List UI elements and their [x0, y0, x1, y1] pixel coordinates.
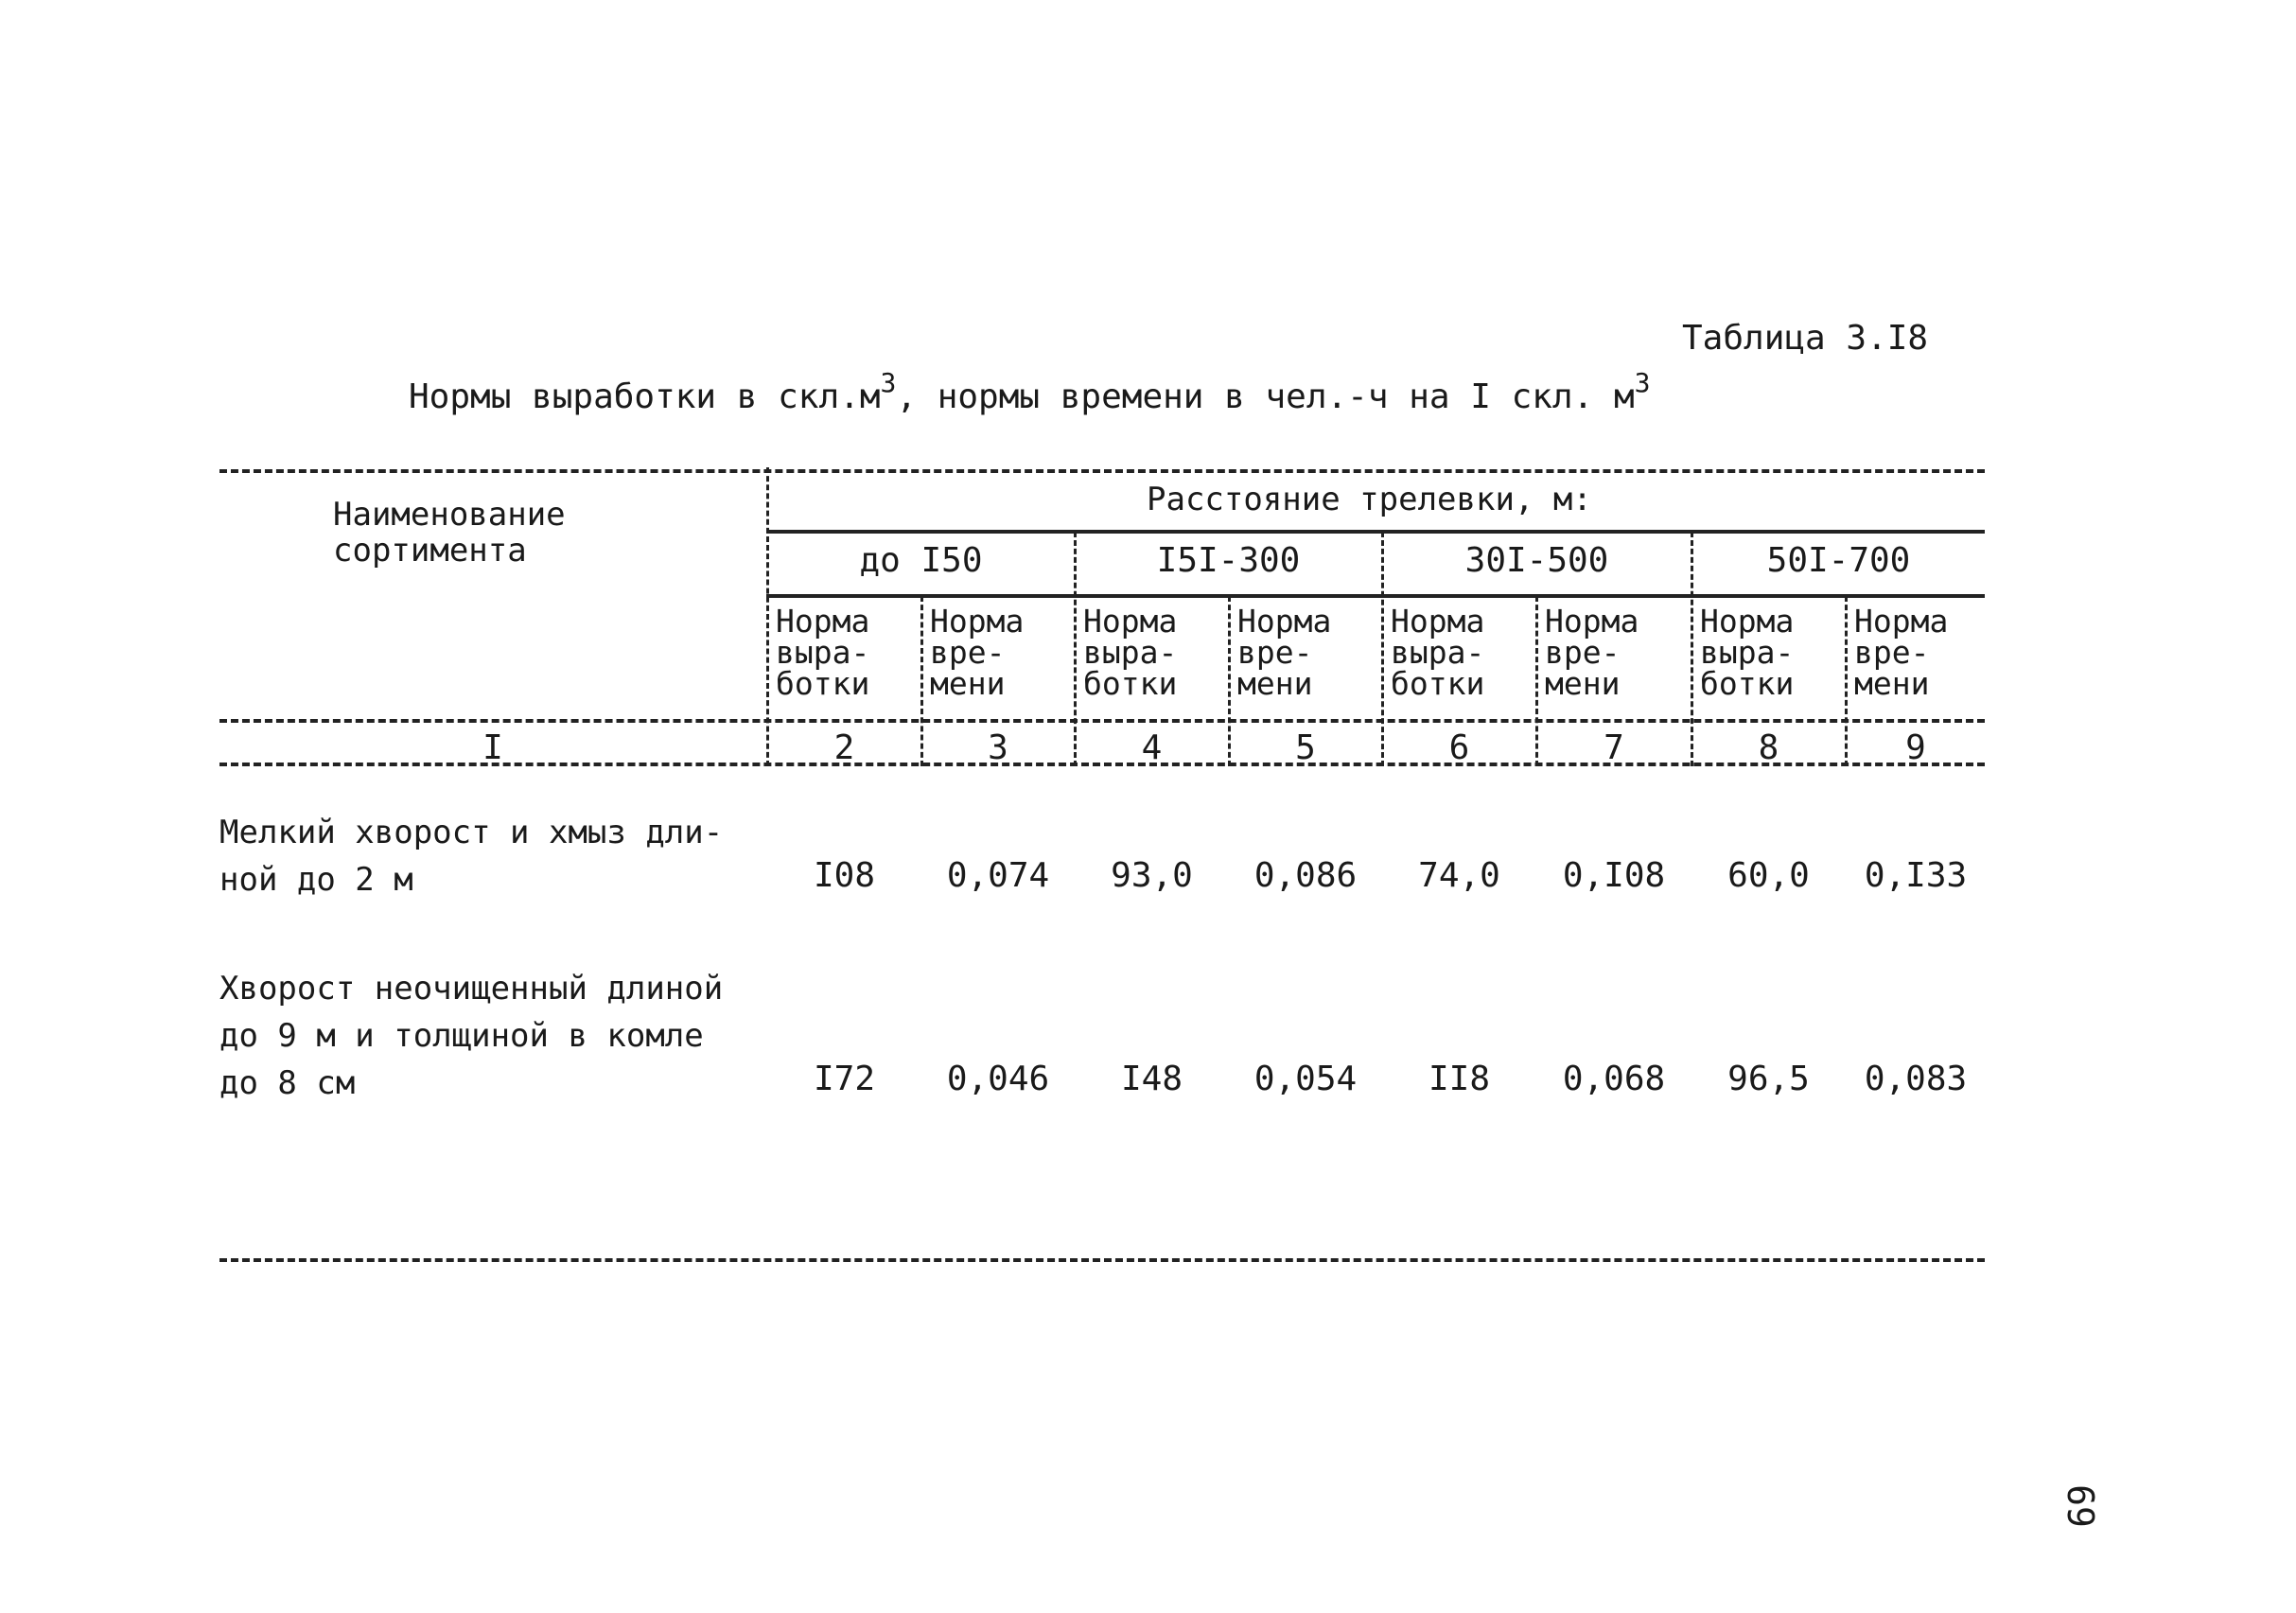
table-cell: I72	[813, 1060, 876, 1098]
table-cell: II8	[1428, 1060, 1491, 1098]
column-number: 8	[1758, 728, 1779, 767]
table-cell: 96,5	[1727, 1060, 1810, 1098]
group-header-2: I5I-300	[1156, 541, 1301, 580]
header-distance: Расстояние трелевки, м:	[1147, 481, 1592, 518]
column-divider	[766, 467, 769, 766]
table-cell: 0,083	[1864, 1060, 1968, 1098]
header-bottom-rule	[219, 719, 1985, 723]
subheader-output: Норма выра- ботки	[776, 603, 870, 702]
table-cell: 60,0	[1727, 856, 1810, 895]
group-header-4: 50I-700	[1766, 541, 1911, 580]
table-cell: 0,086	[1253, 856, 1358, 895]
table-cell: 0,I08	[1562, 856, 1666, 895]
column-number: 3	[988, 728, 1008, 767]
table-cell: 0,068	[1562, 1060, 1666, 1098]
group-header-1: до I50	[859, 541, 983, 580]
subheader-output: Норма выра- ботки	[1391, 603, 1485, 702]
column-number: I	[482, 728, 503, 767]
distance-rule	[766, 530, 1985, 534]
table-cell: 0,I33	[1864, 856, 1968, 895]
table-title: Нормы выработки в $скл.м^3$, нормы времени в чел.-ч на I скл. $м^3$	[409, 367, 1651, 416]
table-label: Таблица 3.I8	[1682, 319, 1929, 358]
row-name: Мелкий хворост и хмыз дли- ной до 2 м	[219, 814, 724, 899]
table-cell: 74,0	[1418, 856, 1500, 895]
header-name-column: Наименование сортимента	[333, 496, 566, 570]
page-number: 69	[2059, 1484, 2101, 1528]
subheader-time: Норма вре- мени	[1854, 603, 1949, 702]
table-top-rule	[219, 469, 1985, 473]
table-cell: I48	[1120, 1060, 1183, 1098]
group-header-3: 30I-500	[1464, 541, 1609, 580]
table-bottom-rule	[219, 1258, 1985, 1262]
subheader-output: Норма выра- ботки	[1700, 603, 1795, 702]
subheader-time: Норма вре- мени	[1545, 603, 1639, 702]
table-cell: 0,074	[946, 856, 1050, 895]
subheader-output: Норма выра- ботки	[1083, 603, 1178, 702]
column-number: 4	[1141, 728, 1163, 767]
column-number: 9	[1905, 728, 1926, 767]
column-number: 5	[1295, 728, 1316, 767]
column-number: 6	[1448, 728, 1470, 767]
table-cell: 93,0	[1111, 856, 1193, 895]
column-number: 2	[833, 728, 855, 767]
table-cell: 0,054	[1253, 1060, 1358, 1098]
table-cell: I08	[813, 856, 876, 895]
subheader-time: Норма вре- мени	[930, 603, 1025, 702]
subheader-time: Норма вре- мени	[1237, 603, 1332, 702]
row-name: Хворост неочищенный длиной до 9 м и толщиной в комле до 8 см	[219, 970, 724, 1102]
column-number: 7	[1604, 728, 1624, 767]
group-rule	[766, 594, 1985, 598]
table-cell: 0,046	[946, 1060, 1050, 1098]
